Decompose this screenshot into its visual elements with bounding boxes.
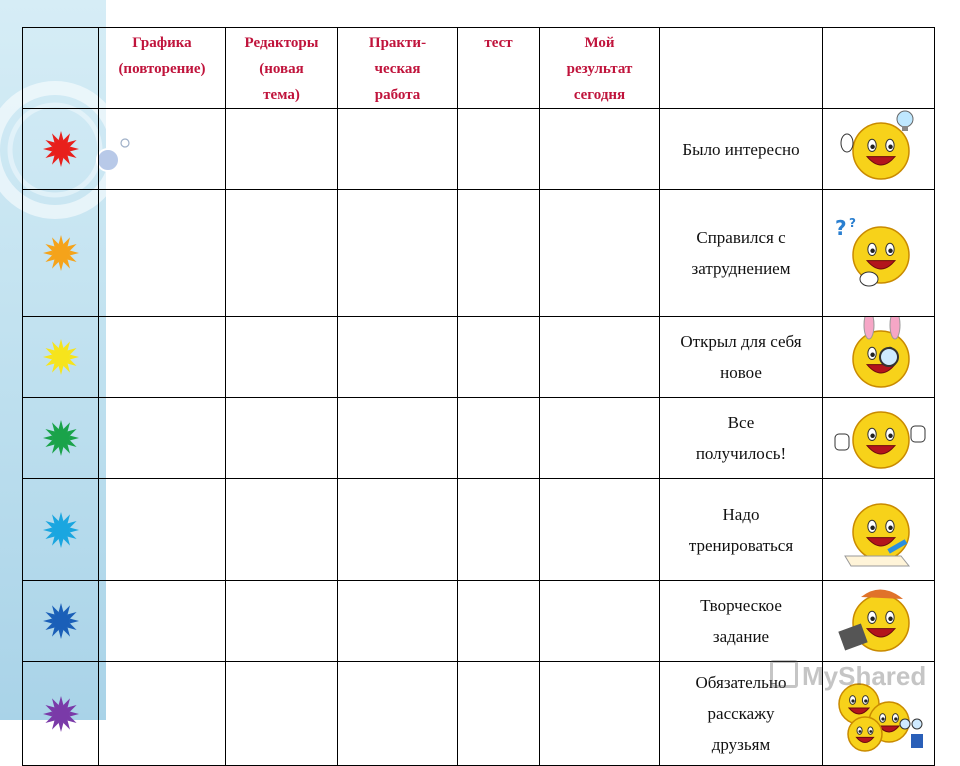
- sun-marker-cell: [23, 109, 99, 190]
- header-practical: [338, 28, 458, 109]
- status-text-cell: [660, 317, 823, 398]
- smiley-thumbsup-icon: [831, 398, 927, 478]
- empty-cell-practical: [338, 581, 458, 662]
- emoji-cell: [823, 479, 935, 581]
- empty-cell-test: [458, 662, 540, 766]
- empty-cell-graphics: [99, 479, 226, 581]
- empty-cell-graphics: [99, 398, 226, 479]
- sun-icon: [41, 418, 81, 458]
- empty-cell-practical: [338, 662, 458, 766]
- sun-icon: [41, 337, 81, 377]
- header-my-result: [540, 28, 660, 109]
- smiley-magnifier-icon: [831, 317, 927, 397]
- empty-cell-editors: [226, 398, 338, 479]
- sun-marker-cell: [23, 479, 99, 581]
- sun-marker-cell: [23, 662, 99, 766]
- table-row: [23, 479, 935, 581]
- header-graphics: [99, 28, 226, 109]
- status-text-line: Открыл для себя: [680, 332, 802, 351]
- header-test: [458, 28, 540, 109]
- status-text-line: Надо: [722, 504, 760, 524]
- status-text-line: Обязательно: [695, 673, 787, 692]
- empty-cell-practical: [338, 479, 458, 581]
- header-test-line1: тест: [484, 35, 513, 51]
- status-text-line: затруднением: [691, 259, 791, 278]
- emoji-cell: [823, 190, 935, 317]
- sun-marker-cell: [23, 581, 99, 662]
- self-evaluation-table: [22, 27, 935, 766]
- smiley-thinking-icon: [831, 213, 927, 293]
- sun-marker-cell: [23, 190, 99, 317]
- sun-icon: [41, 694, 81, 734]
- status-text-line: друзьям: [711, 735, 771, 754]
- sun-icon: [41, 601, 81, 641]
- status-text-line: тренироваться: [688, 535, 794, 555]
- empty-cell-graphics: [99, 109, 226, 190]
- empty-cell-test: [458, 479, 540, 581]
- header-editors-line2: (новая: [259, 61, 304, 77]
- empty-cell-editors: [226, 317, 338, 398]
- empty-cell-my-result: [540, 581, 660, 662]
- header-graphics-line1: Графика: [132, 35, 192, 51]
- empty-cell-test: [458, 317, 540, 398]
- sun-marker-cell: [23, 317, 99, 398]
- empty-cell-my-result: [540, 662, 660, 766]
- header-result-line3: сегодня: [573, 87, 626, 103]
- header-editors: [226, 28, 338, 109]
- status-text-line: получилось!: [695, 444, 787, 463]
- svg-text:?: ?: [848, 216, 856, 230]
- smiley-laptop-icon: [831, 581, 927, 661]
- sun-icon: [41, 129, 81, 169]
- empty-cell-my-result: [540, 479, 660, 581]
- empty-cell-editors: [226, 581, 338, 662]
- table-row: [23, 109, 935, 190]
- header-blank-status: [660, 28, 823, 109]
- header-blank: [23, 28, 99, 109]
- status-text-line: Творческое: [700, 596, 782, 615]
- header-practical-line2: ческая: [374, 61, 421, 77]
- empty-cell-test: [458, 109, 540, 190]
- watermark: [770, 660, 926, 692]
- empty-cell-practical: [338, 317, 458, 398]
- empty-cell-graphics: [99, 190, 226, 317]
- empty-cell-graphics: [99, 662, 226, 766]
- status-text-line: Справился с: [696, 228, 786, 247]
- status-text-cell: [660, 109, 823, 190]
- watermark-text: MyShared: [802, 661, 927, 691]
- status-text-line: Было интересно: [682, 139, 800, 159]
- status-text-cell: [660, 581, 823, 662]
- empty-cell-practical: [338, 109, 458, 190]
- table-row: [23, 398, 935, 479]
- empty-cell-editors: [226, 190, 338, 317]
- empty-cell-my-result: [540, 190, 660, 317]
- status-text-cell: [660, 479, 823, 581]
- sun-icon: [41, 510, 81, 550]
- sun-marker-cell: [23, 398, 99, 479]
- empty-cell-my-result: [540, 109, 660, 190]
- svg-text:?: ?: [834, 216, 847, 240]
- header-result-line1: Мой: [584, 35, 615, 51]
- empty-cell-editors: [226, 662, 338, 766]
- header-blank-emoji: [823, 28, 935, 109]
- empty-cell-my-result: [540, 317, 660, 398]
- empty-cell-graphics: [99, 581, 226, 662]
- emoji-cell: [823, 581, 935, 662]
- header-practical-line1: Практи-: [368, 35, 427, 51]
- empty-cell-editors: [226, 109, 338, 190]
- header-editors-line1: Редакторы: [244, 35, 319, 51]
- header-row: [23, 28, 935, 109]
- status-text-cell: [660, 398, 823, 479]
- empty-cell-test: [458, 581, 540, 662]
- sun-icon: [41, 233, 81, 273]
- empty-cell-test: [458, 190, 540, 317]
- status-text-line: задание: [712, 627, 770, 646]
- emoji-cell: [823, 398, 935, 479]
- empty-cell-graphics: [99, 317, 226, 398]
- header-graphics-line2: (повторение): [118, 61, 206, 77]
- empty-cell-practical: [338, 398, 458, 479]
- empty-cell-my-result: [540, 398, 660, 479]
- smiley-lightbulb-icon: [831, 109, 927, 189]
- status-text-line: Все: [727, 413, 755, 432]
- status-text-line: новое: [720, 363, 762, 382]
- empty-cell-test: [458, 398, 540, 479]
- table-row: [23, 581, 935, 662]
- emoji-cell: [823, 109, 935, 190]
- table-row: [23, 317, 935, 398]
- header-practical-line3: работа: [374, 87, 421, 103]
- table-row: [23, 190, 935, 317]
- empty-cell-practical: [338, 190, 458, 317]
- emoji-cell: [823, 317, 935, 398]
- status-text-line: расскажу: [707, 704, 775, 723]
- smiley-writing-icon: [831, 490, 927, 570]
- header-editors-line3: тема): [263, 87, 300, 103]
- empty-cell-editors: [226, 479, 338, 581]
- status-text-cell: [660, 190, 823, 317]
- watermark-icon: [770, 660, 798, 688]
- header-result-line2: результат: [566, 61, 633, 77]
